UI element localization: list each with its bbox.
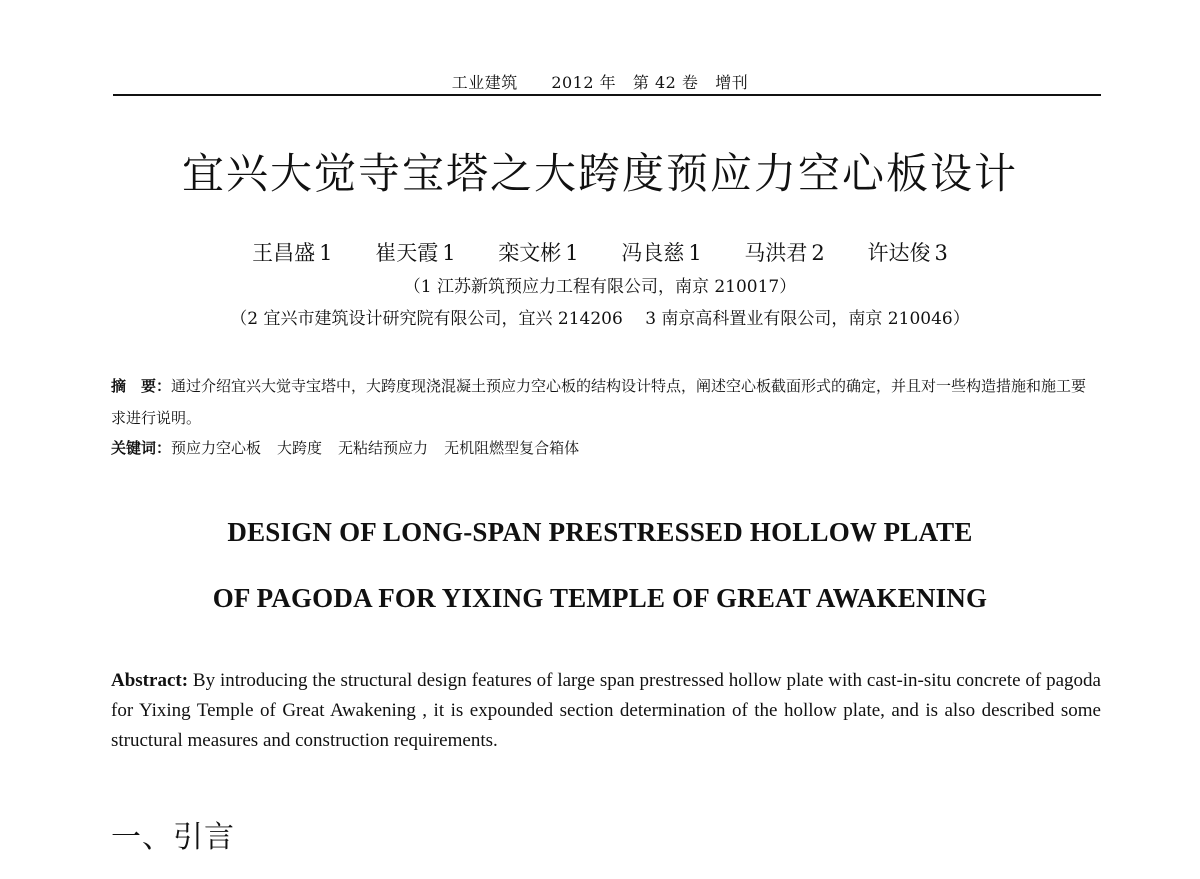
affiliation-line-2: （2 宜兴市建筑设计研究院有限公司，宜兴 214206 3 南京高科置业有限公司，南京 210046） bbox=[230, 309, 970, 329]
author bbox=[498, 238, 578, 268]
author-affiliation-mark: 1 bbox=[565, 241, 579, 265]
keywords-label: 关键词： bbox=[111, 439, 172, 457]
author-name: 许达俊 bbox=[867, 241, 931, 265]
author-name: 冯良慈 bbox=[621, 241, 685, 265]
author-list bbox=[0, 238, 1200, 268]
keyword: 大跨度 bbox=[277, 439, 323, 457]
abstract-english-label: Abstract: bbox=[111, 670, 189, 691]
author bbox=[621, 238, 701, 268]
keyword: 无粘结预应力 bbox=[338, 439, 429, 457]
abstract-chinese-label: 摘 要： bbox=[111, 377, 172, 395]
author bbox=[375, 238, 455, 268]
author bbox=[744, 238, 824, 268]
author bbox=[252, 238, 332, 268]
author-affiliation-mark: 3 bbox=[934, 241, 948, 265]
author-name: 马洪君 bbox=[744, 241, 808, 265]
journal-year: 2012 年 bbox=[551, 73, 617, 92]
journal-volume: 第 42 卷 bbox=[632, 73, 699, 92]
author-name: 崔天霞 bbox=[375, 241, 439, 265]
journal-header bbox=[0, 70, 1200, 93]
keywords-chinese bbox=[111, 436, 1101, 460]
author-affiliation-mark: 1 bbox=[688, 241, 702, 265]
abstract-chinese bbox=[111, 370, 1101, 434]
author-name: 王昌盛 bbox=[252, 241, 316, 265]
header-rule bbox=[113, 94, 1101, 96]
title-english-line-1: DESIGN OF LONG-SPAN PRESTRESSED HOLLOW PLATE bbox=[227, 517, 973, 547]
section-heading-introduction: 一、引言 bbox=[111, 820, 235, 855]
author-affiliation-mark: 1 bbox=[319, 241, 333, 265]
keyword: 预应力空心板 bbox=[171, 439, 262, 457]
title-english-line-2: OF PAGODA FOR YIXING TEMPLE OF GREAT AWAKENING bbox=[212, 583, 988, 613]
author bbox=[867, 238, 947, 268]
author-affiliation-mark: 1 bbox=[442, 241, 456, 265]
journal-issue: 增刊 bbox=[715, 73, 749, 92]
author-affiliation-mark: 2 bbox=[811, 241, 825, 265]
journal-name: 工业建筑 bbox=[451, 73, 518, 92]
keyword: 无机阻燃型复合箱体 bbox=[444, 439, 580, 457]
abstract-english bbox=[111, 666, 1101, 756]
affiliation-line-1: （1 江苏新筑预应力工程有限公司，南京 210017） bbox=[403, 277, 797, 297]
abstract-chinese-text: 通过介绍宜兴大觉寺宝塔中，大跨度现浇混凝土预应力空心板的结构设计特点，阐述空心板截面形式的确定，并且对一些构造措施和施工要求进行说明。 bbox=[111, 377, 1087, 427]
title-chinese: 宜兴大觉寺宝塔之大跨度预应力空心板设计 bbox=[181, 149, 1018, 198]
author-name: 栾文彬 bbox=[498, 241, 562, 265]
abstract-english-text: By introducing the structural design features of large span prestressed hollow plate with cast-in-situ concrete of pagoda for Yixing Temple of Great Awakening , it is expounded section determination of the hollow plate, and is also described some structural measures and construction requirements. bbox=[111, 670, 1101, 751]
